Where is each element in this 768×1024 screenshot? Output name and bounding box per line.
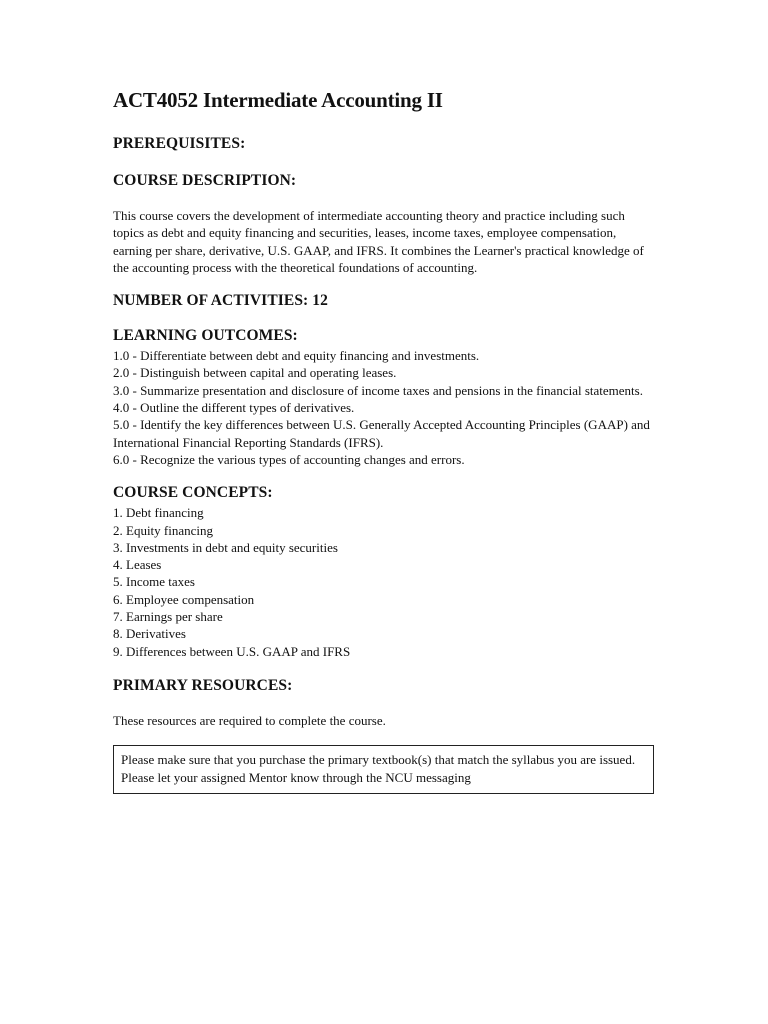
learning-outcome-item: 1.0 - Differentiate between debt and equity financing and investments. [113, 348, 480, 364]
course-concept-item: 4. Leases [113, 557, 162, 573]
learning-outcome-item: 4.0 - Outline the different types of derivatives. [113, 400, 355, 416]
course-concepts-list [113, 504, 658, 660]
textbook-notice-text: Please make sure that you purchase the primary textbook(s) that match the syllabus you are issued. Please let your assigned Mentor know through the NCU messaging [121, 752, 636, 785]
prerequisites-heading: PREREQUISITES: [113, 135, 246, 152]
textbook-notice-box [113, 745, 654, 794]
course-concept-item: 2. Equity financing [113, 522, 214, 538]
course-concept-item: 7. Earnings per share [113, 609, 223, 625]
course-concept-item: 8. Derivatives [113, 626, 186, 642]
learning-outcome-item: 6.0 - Recognize the various types of accounting changes and errors. [113, 451, 465, 467]
course-description-heading: COURSE DESCRIPTION: [113, 172, 297, 189]
course-concept-item: 9. Differences between U.S. GAAP and IFRS [113, 643, 351, 659]
learning-outcome-item: 5.0 - Identify the key differences between U.S. Generally Accepted Accounting Principles (GAAP) and International Financial Reporting Standards (IFRS). [113, 417, 650, 450]
course-concept-item: 6. Employee compensation [113, 591, 255, 607]
learning-outcomes-list [113, 347, 658, 468]
course-concept-item: 1. Debt financing [113, 505, 204, 521]
course-concept-item: 3. Investments in debt and equity securities [113, 539, 338, 555]
course-concept-item: 5. Income taxes [113, 574, 195, 590]
learning-outcome-item: 3.0 - Summarize presentation and disclosure of income taxes and pensions in the financial statements. [113, 382, 643, 398]
primary-resources-text: These resources are required to complete the course. [113, 712, 386, 728]
learning-outcome-item: 2.0 - Distinguish between capital and operating leases. [113, 365, 397, 381]
primary-resources-heading: PRIMARY RESOURCES: [113, 676, 293, 694]
learning-outcomes-heading: LEARNING OUTCOMES: [113, 327, 298, 345]
number-of-activities-heading: NUMBER OF ACTIVITIES: 12 [113, 292, 328, 310]
course-title: ACT4052 Intermediate Accounting II [113, 88, 443, 112]
course-concepts-heading: COURSE CONCEPTS: [113, 484, 273, 502]
course-description-text: This course covers the development of intermediate accounting theory and practice including such topics as debt and equity financing and securities, leases, income taxes, employee compensation, earning per share, derivative, U.S. GAAP, and IFRS. It combines the Learner's practical knowledge of the accounting process with the theoretical foundations of accounting. [113, 208, 644, 275]
document-page [113, 86, 658, 794]
